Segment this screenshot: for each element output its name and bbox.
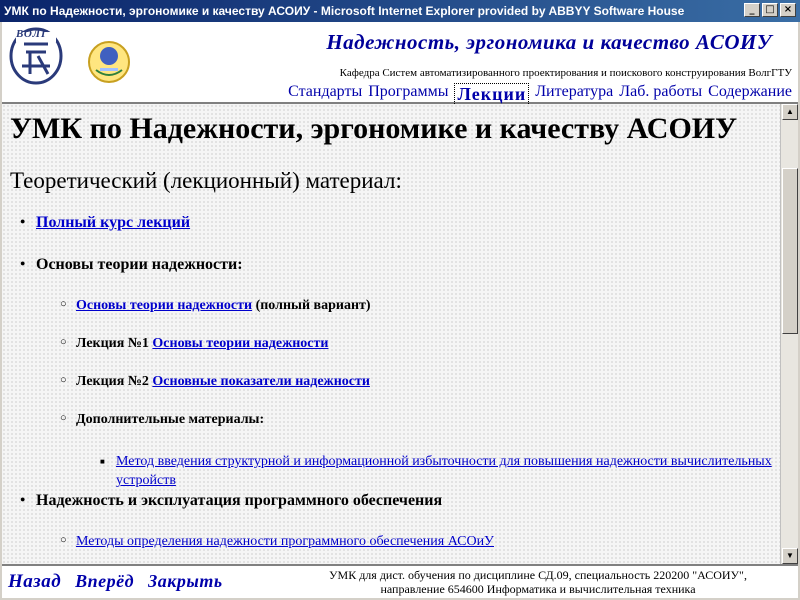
scroll-down-button[interactable]: ▼	[782, 548, 798, 564]
course-info-line: УМК для дист. обучения по дисциплине СД.09, специальность 220200 "АСОИУ",	[329, 568, 747, 582]
lecture-list	[10, 214, 772, 550]
window-title: УМК по Надежности, эргономике и качеству АСОИУ - Microsoft Internet Explorer provided by ABBYY Software House	[4, 4, 685, 18]
nav-standards-link[interactable]: Стандарты	[288, 83, 363, 100]
back-link[interactable]: Назад	[8, 571, 62, 592]
item-prefix: Лекция №1	[76, 336, 153, 351]
forward-link[interactable]: Вперёд	[75, 571, 135, 591]
page-title: УМК по Надежности, эргономике и качеству АСОИУ	[10, 112, 738, 145]
nav-programs-link[interactable]: Программы	[368, 83, 449, 100]
main-content	[2, 104, 780, 564]
maximize-button[interactable]: □	[762, 3, 778, 17]
item-label: Дополнительные материалы:	[76, 412, 265, 427]
software-reliability-link[interactable]: Методы определения надежности программного обеспечения АСОиУ	[76, 534, 494, 549]
section-label: Основы теории надежности:	[36, 256, 243, 273]
list-item	[36, 256, 772, 490]
close-window-button[interactable]: ×	[780, 3, 796, 17]
department-label: Кафедра Систем автоматизированного проектирования и поискового конструирования ВолгГТУ	[339, 67, 792, 79]
header-title: Надежность, эргономика и качество АСОИУ	[326, 30, 772, 54]
footer-frame	[2, 564, 798, 598]
emblem-icon	[86, 34, 132, 92]
page-subtitle: Теоретический (лекционный) материал:	[10, 168, 402, 193]
list-item	[116, 452, 772, 490]
item-suffix: (полный вариант)	[252, 298, 371, 313]
list-item	[76, 298, 772, 314]
subsublist	[76, 452, 772, 490]
sublist	[36, 534, 772, 550]
nav-contents-link[interactable]: Содержание	[708, 83, 792, 100]
header-frame	[2, 22, 798, 104]
course-info	[298, 568, 778, 596]
item-prefix: Лекция №2	[76, 374, 153, 389]
university-logo-text: ВОЛГ	[16, 28, 49, 40]
course-info-line: направление 654600 Информатика и вычислительная техника	[380, 582, 696, 596]
window-controls	[744, 3, 796, 17]
close-link[interactable]: Закрыть	[148, 571, 223, 591]
vertical-scrollbar[interactable]	[780, 104, 798, 564]
window-titlebar	[0, 0, 800, 22]
full-course-link[interactable]: Полный курс лекций	[36, 214, 191, 231]
nav-labs-link[interactable]: Лаб. работы	[619, 83, 703, 100]
list-item	[76, 534, 772, 550]
scroll-thumb[interactable]	[782, 168, 798, 334]
list-item	[36, 214, 772, 232]
list-item	[76, 412, 772, 490]
sublist	[36, 298, 772, 490]
section-label: Надежность и эксплуатация программного обеспечения	[36, 492, 443, 509]
top-navigation	[288, 83, 792, 106]
reliability-full-link[interactable]: Основы теории надежности	[76, 298, 253, 313]
footer-navigation	[8, 571, 223, 593]
minimize-button[interactable]: _	[744, 3, 760, 17]
list-item	[76, 336, 772, 352]
nav-lectures-link[interactable]: Лекции	[454, 83, 529, 106]
lecture2-link[interactable]: Основные показатели надежности	[152, 374, 370, 389]
lecture1-link[interactable]: Основы теории надежности	[152, 336, 329, 351]
redundancy-method-link[interactable]: Метод введения структурной и информационной избыточности для повышения надежности вычислительных устройств	[116, 454, 772, 488]
list-item	[76, 374, 772, 390]
scroll-up-button[interactable]: ▲	[782, 104, 798, 120]
list-item	[36, 492, 772, 550]
nav-literature-link[interactable]: Литература	[535, 83, 614, 100]
